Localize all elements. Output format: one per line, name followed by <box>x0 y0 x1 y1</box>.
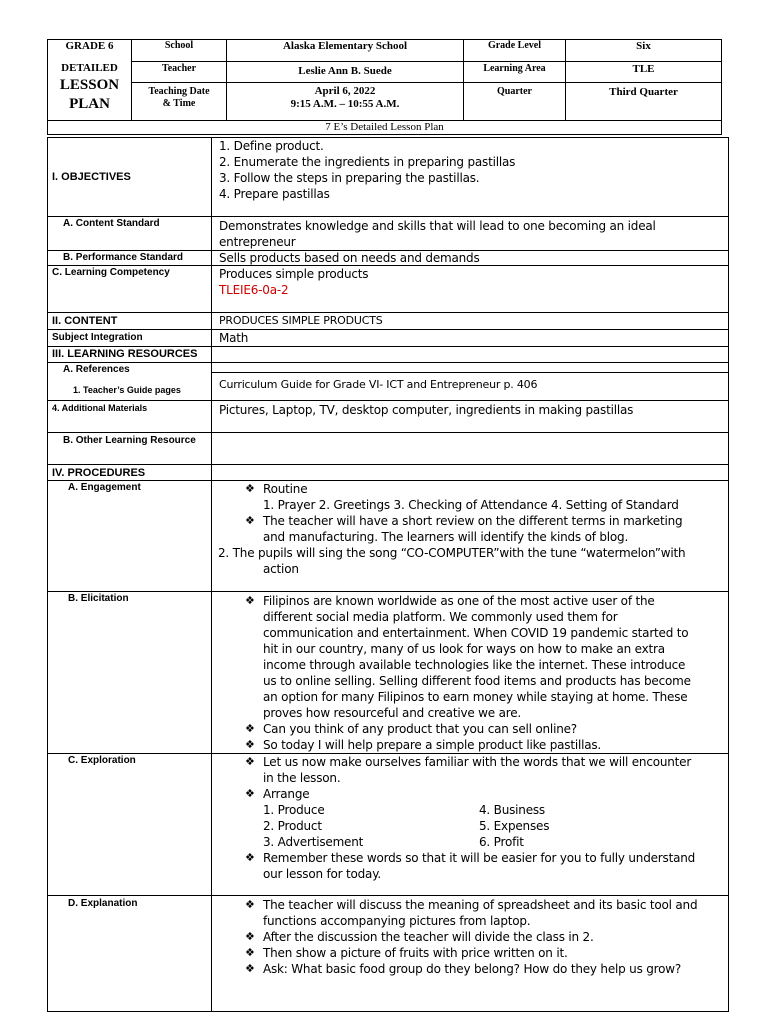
content-standard-text: Demonstrates knowledge and skills that will lead to one becoming an ideal entrepreneur <box>219 219 656 249</box>
materials-value: Pictures, Laptop, TV, desktop computer, ingredients in making pastillas <box>219 403 634 417</box>
word-item: 1. Produce <box>263 803 325 817</box>
content-standard-label: A. Content Standard <box>63 218 160 229</box>
plan-title-1: DETAILED <box>61 62 118 74</box>
explanation-label: D. Explanation <box>68 898 138 909</box>
guide-label: 1. Teacher’s Guide pages <box>73 385 181 395</box>
word-item: 3. Advertisement <box>263 835 364 849</box>
performance-standard-label: B. Performance Standard <box>63 252 184 263</box>
word-item: 6. Profit <box>479 835 524 849</box>
objective-item: 3. Follow the steps in preparing the pastillas. <box>219 171 480 185</box>
engagement-label: A. Engagement <box>68 482 141 493</box>
teacher-value: Leslie Ann B. Suede <box>298 65 392 77</box>
explanation-text: ❖ The teacher will discuss the meaning of spreadsheet and its basic tool and functions accompanying pictures from laptop. ❖ After the discussion the teacher will divide the class in 2. ❖ Then show a picture of fruits with price written on it. ❖ Ask: What basic food group do they belong? How do they help us grow? <box>215 897 697 977</box>
exploration-text: ❖ Let us now make ourselves familiar with the words that we will encounter in the lesson. ❖ Arrange 1. Produce 2. Product 3. Advertisement 4. Business 5. Expenses 6. Profit ❖ Remember these words so that it will be easier for you to fully understand our lesson for today. <box>215 754 695 882</box>
teacher-label: Teacher <box>161 63 197 74</box>
word-item: 5. Expenses <box>479 819 550 833</box>
learning-area-value: TLE <box>632 63 655 75</box>
objectives-label: I. OBJECTIVES <box>52 171 131 183</box>
word-item: 2. Product <box>263 819 322 833</box>
grade-level-label: Grade Level <box>487 40 542 51</box>
subject-integration-label: Subject Integration <box>52 332 143 343</box>
objective-item: 4. Prepare pastillas <box>219 187 330 201</box>
plan-title-2: LESSON <box>59 77 120 93</box>
quarter-value: Third Quarter <box>609 86 678 98</box>
grade-title: GRADE 6 <box>65 40 114 52</box>
word-item: 4. Business <box>479 803 545 817</box>
exploration-label: C. Exploration <box>68 755 136 766</box>
date-label-1: Teaching Date <box>148 86 210 97</box>
materials-label: 4. Additional Materials <box>52 403 148 413</box>
competency-text: Produces simple products TLEIE6-0a-2 <box>219 267 369 297</box>
elicitation-text: ❖ Filipinos are known worldwide as one of the most active user of the different social media platform. We commonly used them for communication and entertainment. When COVID 19 pandemic started to hit in our country, many of us look for ways on how to make an extra income through available technologies like the internet. These introduce us to online selling. Selling different food items and products has become an option for many Filipinos to earn money while staying at home. These proves how resourceful and creative we are. ❖ Can you think of any product that you can sell online? ❖ So today I will help prepare a simple product like pastillas. <box>215 593 691 753</box>
learning-area-label: Learning Area <box>483 63 546 74</box>
objective-item: 2. Enumerate the ingredients in preparing pastillas <box>219 155 516 169</box>
engagement-text: ❖ Routine 1. Prayer 2. Greetings 3. Checking of Attendance 4. Setting of Standard ❖ The teacher will have a short review on the different terms in marketing and manufacturing. The learners will identify the kinds of blog. 2. The pupils will sing the song “CO-COMPUTER”with the tune “watermelon”with action <box>215 481 685 577</box>
objective-item: 1. Define product. <box>219 139 324 153</box>
content-value: PRODUCES SIMPLE PRODUCTS <box>219 314 383 327</box>
other-resource-label: B. Other Learning Resource <box>63 435 196 446</box>
date-label-2: & Time <box>162 98 196 109</box>
grade-level-value: Six <box>636 40 651 52</box>
performance-standard-text: Sells products based on needs and demands <box>219 251 480 265</box>
date-value-2: 9:15 A.M. – 10:55 A.M. <box>290 98 400 110</box>
elicitation-label: B. Elicitation <box>68 593 129 604</box>
procedures-label: IV. PROCEDURES <box>52 467 146 479</box>
content-label: II. CONTENT <box>52 315 118 327</box>
banner-title: 7 E’s Detailed Lesson Plan <box>325 121 444 133</box>
guide-value: Curriculum Guide for Grade VI- ICT and Entrepreneur p. 406 <box>219 378 538 391</box>
school-value: Alaska Elementary School <box>282 40 408 52</box>
competency-label: C. Learning Competency <box>52 267 170 278</box>
objectives-list <box>219 138 515 202</box>
school-label: School <box>164 40 194 51</box>
resources-label: III. LEARNING RESOURCES <box>52 348 198 360</box>
quarter-label: Quarter <box>497 86 532 97</box>
subject-integration-value: Math <box>219 331 249 345</box>
references-label: A. References <box>63 364 130 375</box>
plan-title-3: PLAN <box>69 96 110 112</box>
date-value-1: April 6, 2022 <box>314 85 376 97</box>
competency-code: TLEIE6-0a-2 <box>219 283 289 297</box>
